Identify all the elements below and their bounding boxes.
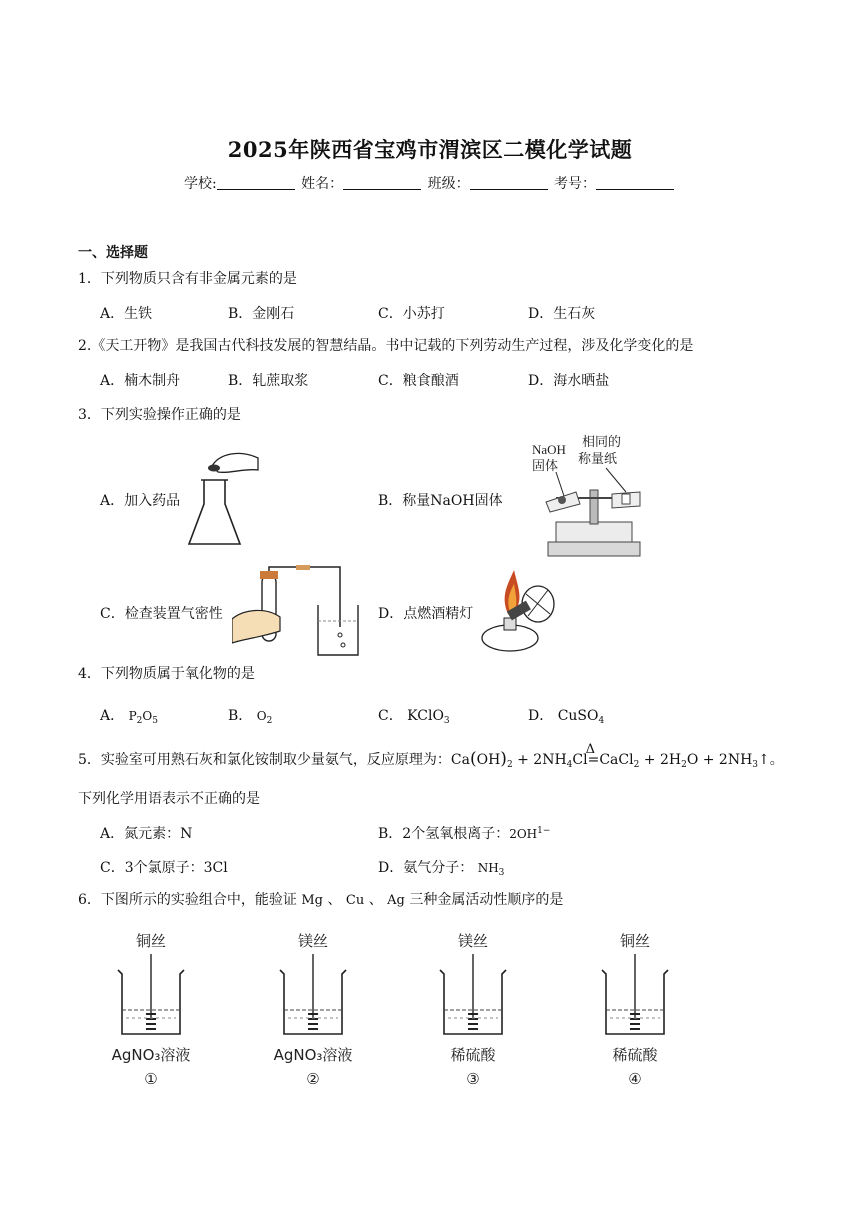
beaker-2 xyxy=(274,932,353,1088)
wire-label-2: 镁丝 xyxy=(297,932,329,950)
page-title: 2025年陕西省宝鸡市渭滨区二模化学试题 xyxy=(227,137,633,162)
question-5-stem: 5．实验室可用熟石灰和氯化铵制取少量氨气，反应原理为：$Ca(OH)_2 + 2NH_4Cl$ Δ =CaCl$_2$ + $2H_2O$ + $2NH_3↑$。 xyxy=(78,742,784,770)
number-2: ② xyxy=(306,1070,320,1088)
school-label: 学校: xyxy=(183,176,217,192)
school-blank[interactable] xyxy=(217,175,295,190)
q1-option-c: C．小苏打 xyxy=(378,306,445,322)
reaction-equation: $Ca(OH)_2 + 2NH_4Cl$ Δ =CaCl$_2$ + $2H_2O$ + $2NH_3↑$。 xyxy=(450,742,784,770)
exam-number-label: 考号： xyxy=(554,176,597,192)
solution-label-3: 稀硫酸 xyxy=(450,1046,496,1064)
q4-option-c: C． KClO$_3$ xyxy=(378,708,450,726)
question-1-stem: 1．下列物质只含有非金属元素的是 xyxy=(78,271,297,287)
q1-option-b: B．金刚石 xyxy=(228,306,295,322)
q3-option-c: C．检查装置气密性 xyxy=(100,606,223,622)
class-label: 班级： xyxy=(427,176,470,192)
q2-option-a: A．楠木制舟 xyxy=(100,373,181,389)
name-blank[interactable] xyxy=(343,175,421,190)
same-label: 相同的 xyxy=(582,434,622,449)
question-5-stem-2: 下列化学用语表示不正确的是 xyxy=(78,791,260,807)
q5-option-b: B．2个氢氧根离子：$2OH^{1-}$ xyxy=(378,826,551,842)
beaker-3 xyxy=(440,932,506,1088)
q2-option-b: B．轧蔗取浆 xyxy=(228,373,309,389)
solution-label-2: AgNO₃溶液 xyxy=(273,1046,353,1064)
beaker-1 xyxy=(112,932,191,1088)
question-4-stem: 4．下列物质属于氧化物的是 xyxy=(78,666,255,682)
adding-reagent-figure xyxy=(184,444,264,550)
q3-option-d: D．点燃酒精灯 xyxy=(378,606,474,622)
class-blank[interactable] xyxy=(470,175,548,190)
q3-option-b: B．称量NaOH固体 xyxy=(378,493,503,509)
student-info-line xyxy=(0,173,860,193)
exam-number-blank[interactable] xyxy=(596,175,674,190)
q1-option-d: D．生石灰 xyxy=(528,306,596,322)
naoh-label: NaOH xyxy=(532,442,566,457)
alcohol-lamp-figure xyxy=(478,566,562,658)
wire-label-4: 铜丝 xyxy=(619,932,651,950)
section-heading: 一、选择题 xyxy=(78,245,148,261)
solution-label-1: AgNO₃溶液 xyxy=(111,1046,191,1064)
q4-option-d: D． CuSO$_4$ xyxy=(528,708,605,726)
weighing-paper-label: 称量纸 xyxy=(578,451,618,466)
name-label: 姓名： xyxy=(301,176,344,192)
solid-label: 固体 xyxy=(532,458,559,473)
question-2-stem: 2.《天工开物》是我国古代科技发展的智慧结晶。书中记载的下列劳动生产过程，涉及化学变化的是 xyxy=(78,338,694,354)
balance-figure xyxy=(506,432,656,564)
q1-option-a: A．生铁 xyxy=(100,306,153,322)
q5-option-c: C．3个氯原子：3Cl xyxy=(100,860,228,876)
question-3-stem: 3．下列实验操作正确的是 xyxy=(78,407,241,423)
q2-option-c: C．粮食酿酒 xyxy=(378,373,459,389)
number-3: ③ xyxy=(466,1070,480,1088)
q4-option-b: B． $O_2$ xyxy=(228,708,273,726)
airtightness-figure xyxy=(232,565,360,657)
question-6-stem: 6．下图所示的实验组合中，能验证 Mg 、 Cu 、 Ag 三种金属活动性顺序的是 xyxy=(78,892,564,908)
q3-option-a: A．加入药品 xyxy=(100,493,181,509)
wire-label-1: 铜丝 xyxy=(135,932,167,950)
number-4: ④ xyxy=(628,1070,642,1088)
q5-option-d: D．氨气分子： $NH_3$ xyxy=(378,860,505,878)
solution-label-4: 稀硫酸 xyxy=(612,1046,658,1064)
metal-activity-figure xyxy=(96,924,696,1094)
q5-option-a: A．氮元素：N xyxy=(100,826,193,842)
q2-option-d: D．海水晒盐 xyxy=(528,373,610,389)
number-1: ① xyxy=(144,1070,158,1088)
wire-label-3: 镁丝 xyxy=(457,932,489,950)
q4-option-a: A． $P_2O_5$ xyxy=(100,708,158,726)
beaker-4 xyxy=(602,932,668,1088)
